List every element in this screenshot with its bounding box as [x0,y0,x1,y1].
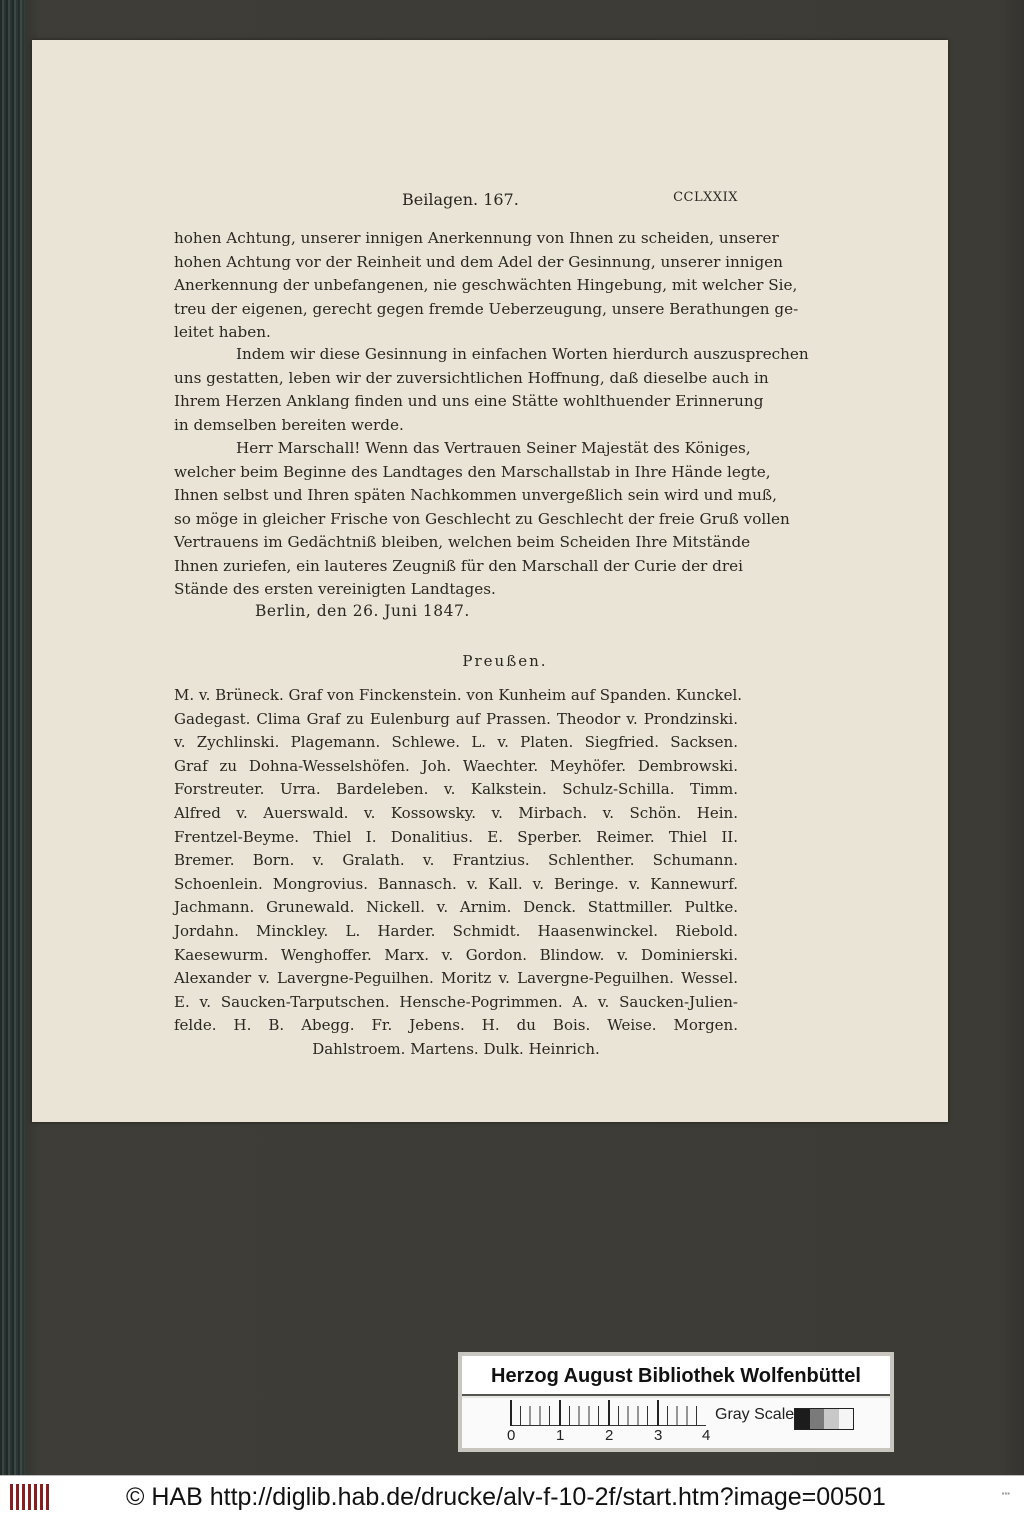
book-edge [0,0,24,1475]
gray-swatch [824,1409,839,1429]
names-line: Alexander v. Lavergne-Peguilhen. Moritz v. Lavergne-Peguilhen. Wessel. [174,969,738,988]
names-line: Graf zu Dohna-Wesselshöfen. Joh. Waechter. Meyhöfer. Dembrowski. [174,756,738,775]
names-line: Jordahn. Minckley. L. Harder. Schmidt. Haasenwinckel. Riebold. [174,921,738,940]
names-line: felde. H. B. Abegg. Fr. Jebens. H. du Bois. Weise. Morgen. [174,1016,738,1035]
document-page [32,40,948,1122]
text-line: Anerkennung der unbefangenen, nie geschwächten Hingebung, mit welcher Sie, [174,276,798,294]
card-body [462,1398,890,1448]
text-line: Herr Marschall! Wenn das Vertrauen Seiner Majestät des Königes, [236,439,751,457]
scale-number: 2 [605,1427,614,1444]
running-head-title: Beilagen. 167. [402,190,519,209]
text-line: Indem wir diese Gesinnung in einfachen Worten hierdurch auszusprechen [236,345,809,363]
text-line: leitet haben. [174,323,271,341]
signatories-list [174,684,743,1062]
text-line: hohen Achtung vor der Reinheit und dem Adel der Gesinnung, unserer innigen [174,252,783,271]
gray-scale-label: Gray Scale [715,1406,795,1423]
text-line: uns gestatten, leben wir der zuversichtlichen Hoffnung, daß dieselbe auch in [174,368,769,387]
scale-number: 0 [507,1427,516,1444]
text-line: Vertrauens im Gedächtniß bleiben, welchen beim Scheiden Ihre Mitstände [174,533,751,551]
card-title: Herzog August Bibliothek Wolfenbüttel [462,1356,890,1396]
folio-number: CCLXXIX [673,190,738,205]
corner-mark-icon: ▪▪▪ [1001,1489,1010,1498]
footer-copyright-url[interactable]: © HAB http://diglib.hab.de/drucke/alv-f-10-2f/start.htm?image=00501 [126,1483,886,1511]
dateline: Berlin, den 26. Juni 1847. [255,602,470,620]
gray-scale-swatches [794,1408,854,1430]
section-title: Preußen. [462,652,548,670]
text-line: hohen Achtung, unserer innigen Anerkennung von Ihnen zu scheiden, unserer [174,229,779,247]
text-line: Ihnen selbst und Ihren späten Nachkommen unvergeßlich sein wird und muß, [174,486,777,504]
names-line: Schoenlein. Mongrovius. Bannasch. v. Kall. v. Beringe. v. Kannewurf. [174,874,738,893]
paragraph-1 [174,227,799,345]
text-line: Stände des ersten vereinigten Landtages. [174,580,496,598]
running-head [32,190,948,214]
names-line: Frentzel-Beyme. Thiel I. Donalitius. E. Sperber. Reimer. Thiel II. [174,827,738,846]
gray-swatch [795,1409,810,1429]
footer-bar [0,1475,1024,1517]
text-line: welcher beim Beginne des Landtages den Marschallstab in Ihre Hände legte, [174,462,771,481]
text-line: Ihrem Herzen Anklang finden und uns eine Stätte wohlthuender Erinnerung [174,392,764,410]
names-line: Gadegast. Clima Graf zu Eulenburg auf Prassen. Theodor v. Prondzinski. [174,709,738,728]
scale-ruler-major-ticks [510,1400,706,1426]
color-calibration-card [458,1352,894,1452]
names-line: v. Zychlinski. Plagemann. Schlewe. L. v. Platen. Siegfried. Sacksen. [174,733,738,752]
scale-number: 1 [556,1427,565,1444]
hab-logo-icon [10,1484,50,1510]
text-line: treu der eigenen, gerecht gegen fremde Ueberzeugung, unsere Berathungen ge- [174,299,799,318]
names-line: M. v. Brüneck. Graf von Finckenstein. von Kunheim auf Spanden. Kunckel. [174,686,743,704]
paragraph-2 [174,343,809,437]
text-line: in demselben bereiten werde. [174,415,404,434]
gray-swatch [839,1409,854,1429]
names-line: Dahlstroem. Martens. Dulk. Heinrich. [312,1039,600,1058]
text-line: so möge in gleicher Frische von Geschlecht zu Geschlecht der freie Gruß vollen [174,509,790,528]
scale-number: 4 [702,1427,711,1444]
gray-swatch [810,1409,825,1429]
paragraph-3 [174,437,790,602]
names-line: Kaesewurm. Wenghoffer. Marx. v. Gordon. Blindow. v. Dominierski. [174,945,738,964]
scale-number: 3 [654,1427,663,1444]
names-line: E. v. Saucken-Tarputschen. Hensche-Pogrimmen. A. v. Saucken-Julien- [174,992,738,1011]
text-line: Ihnen zuriefen, ein lauteres Zeugniß für den Marschall der Curie der drei [174,556,743,575]
names-line: Jachmann. Grunewald. Nickell. v. Arnim. Denck. Stattmiller. Pultke. [174,898,738,917]
names-line: Forstreuter. Urra. Bardeleben. v. Kalkstein. Schulz-Schilla. Timm. [174,780,738,799]
names-line: Bremer. Born. v. Gralath. v. Frantzius. Schlenther. Schumann. [174,851,738,870]
names-line: Alfred v. Auerswald. v. Kossowsky. v. Mirbach. v. Schön. Hein. [174,803,738,822]
